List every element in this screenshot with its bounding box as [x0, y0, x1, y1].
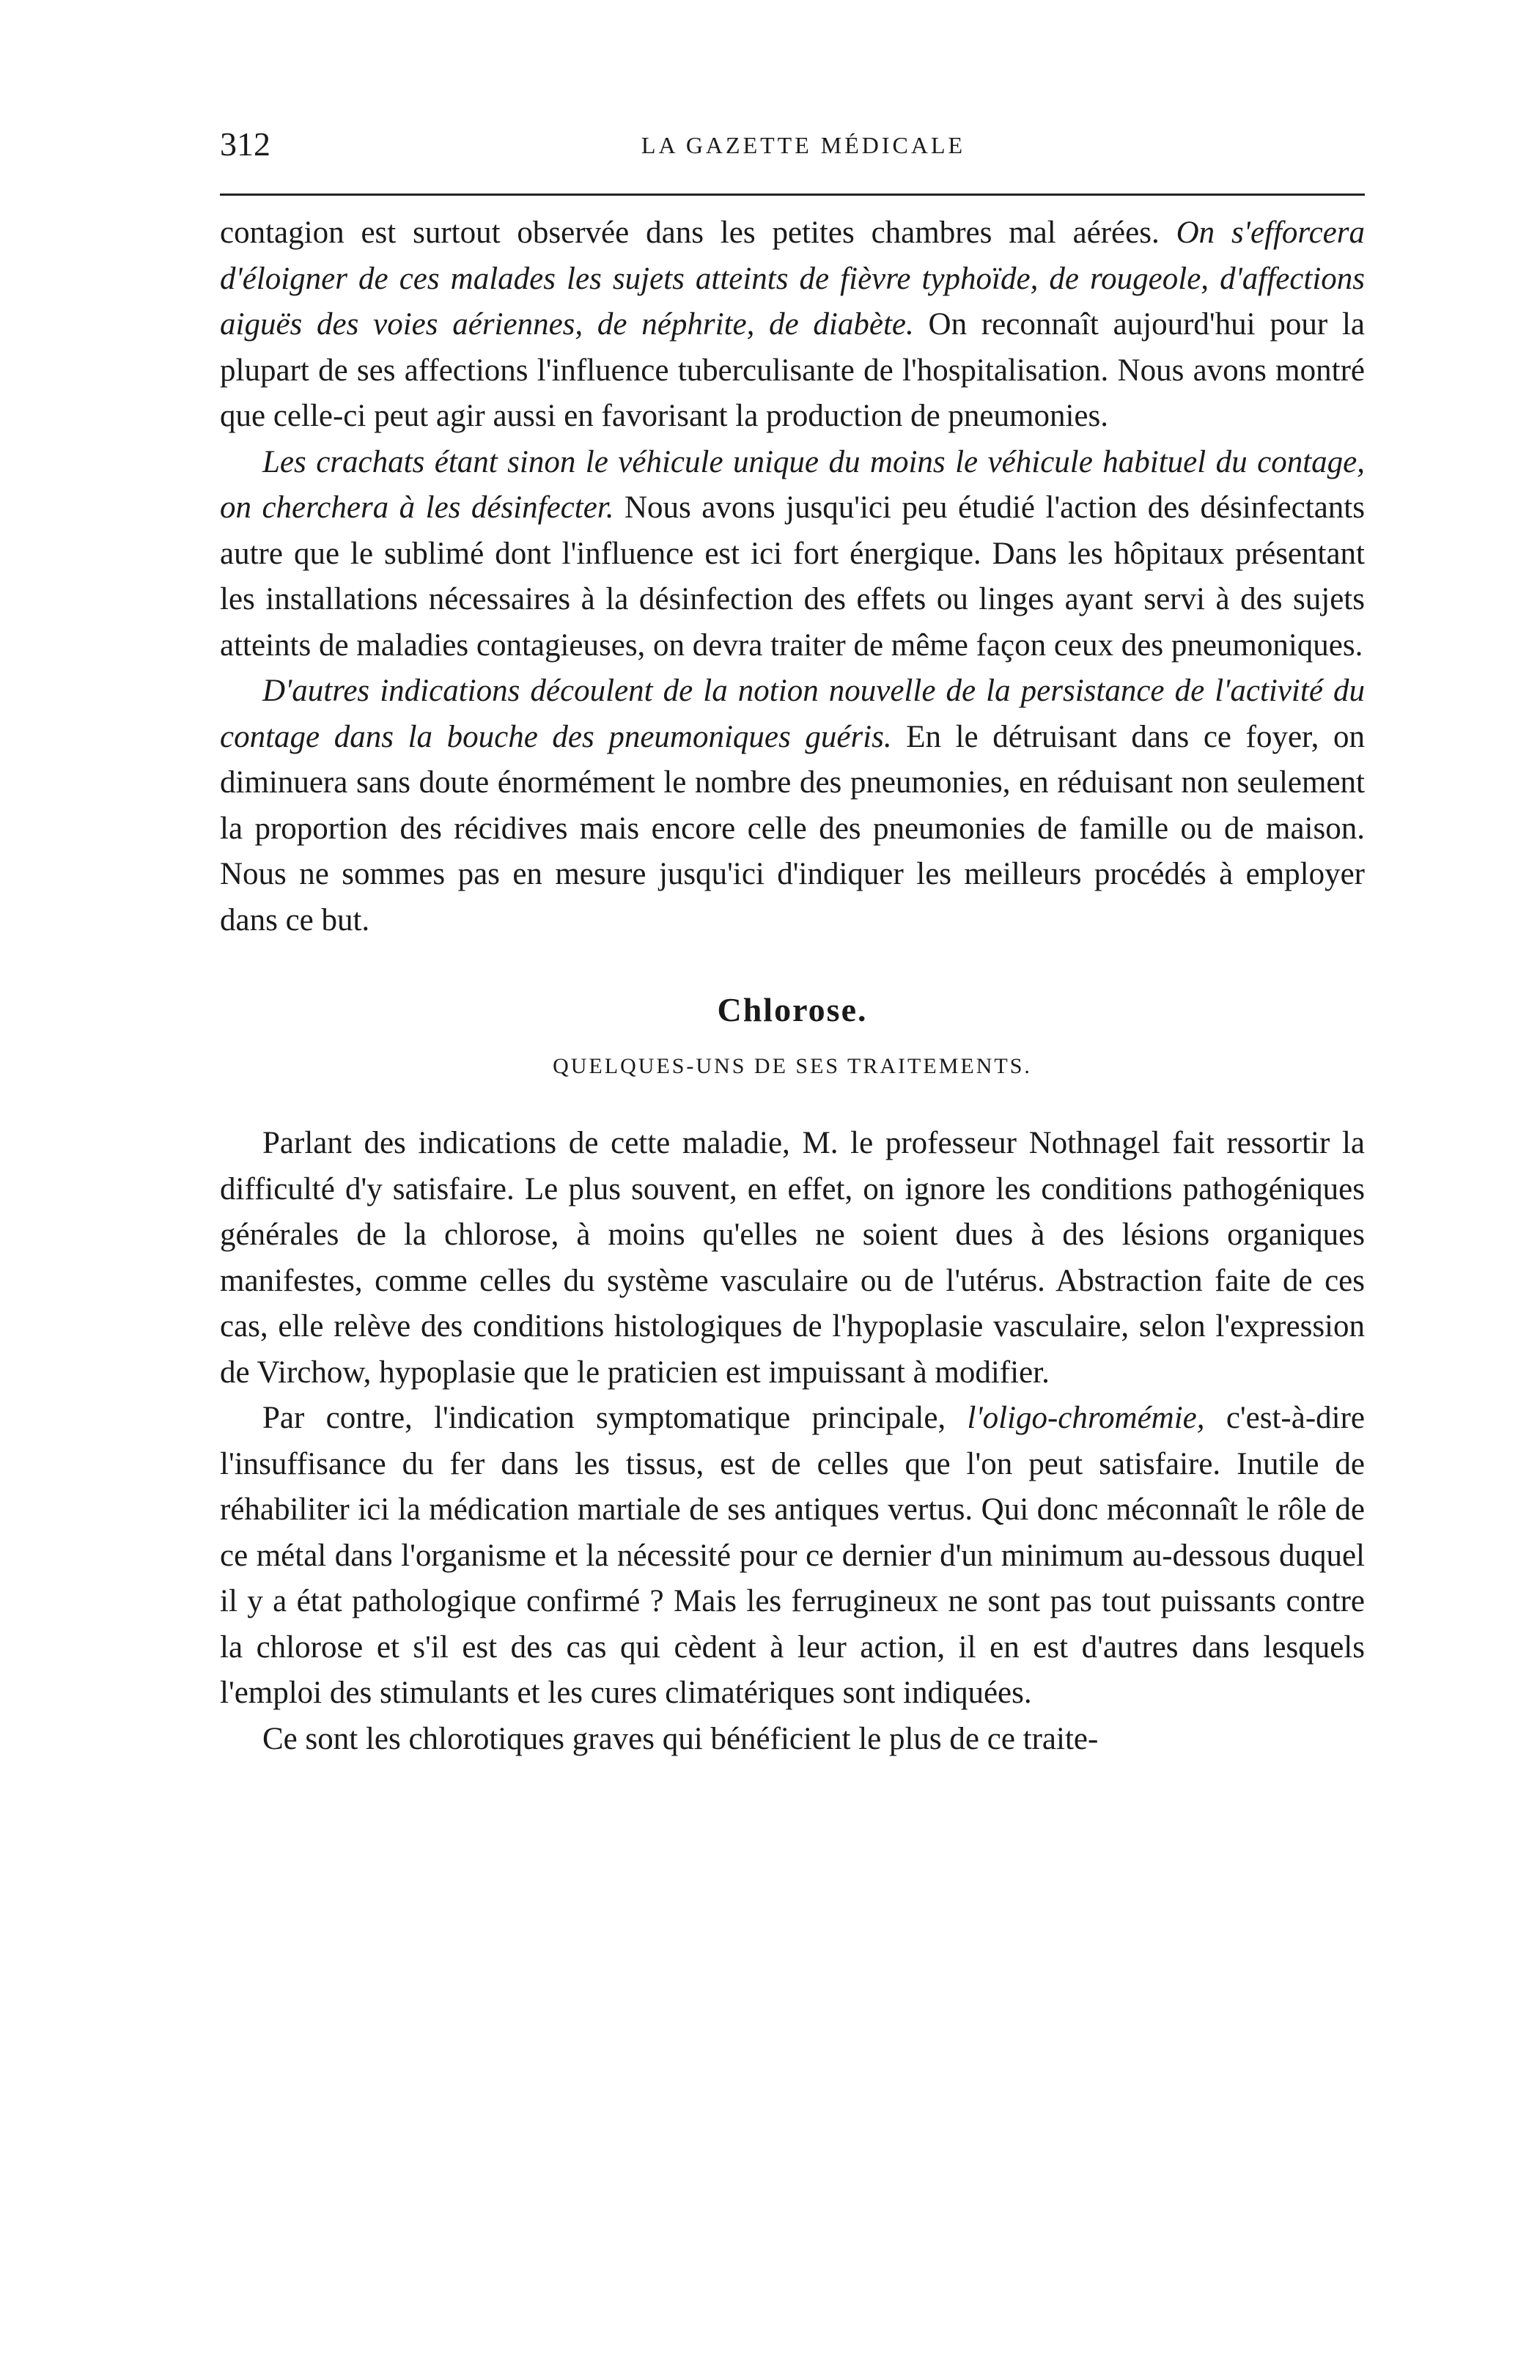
paragraph — [220, 210, 1365, 440]
text-run: Parlant des indications de cette maladie, M. le professeur Nothnagel fait ressortir la difficulté d'y satisfaire. Le plus souvent, en effet, on ignore les conditions pathogéniques générales de la chlorose, à moins qu'elles ne soient dues à des lésions organiques manifestes, comme celles du système vasculaire ou de l'utérus. Abstraction faite de ces cas, elle relève des conditions histologiques de l'hypoplasie vasculaire, selon l'expression de Virchow, hypoplasie que le praticien est impuissant à modifier. — [220, 1126, 1365, 1390]
text-run: En le détruisant dans ce foyer, on diminuera sans doute énormément le nombre des pneumonies, en réduisant non seulement la proportion des récidives mais encore celle des pneumonies de famille ou de maison. Nous ne sommes pas en mesure jusqu'ici d'indiquer les meilleurs procédés à employer dans ce but. — [220, 719, 1365, 937]
paragraph — [220, 1717, 1365, 1763]
page-number: 312 — [220, 125, 270, 163]
paragraph — [220, 668, 1365, 943]
text-run: c'est-à-dire l'insuffisance du fer dans les tissus, est de celles que l'on peut satisfaire. Inutile de réhabiliter ici la médication martiale de ses antiques vertus. Qui donc méconnaît le rôle de ce métal dans l'organisme et la nécessité pour ce dernier d'un minimum au-dessous duquel il y a état pathologique confirmé ? Mais les ferrugineux ne sont pas tout puissants contre la chlorose et s'il est des cas qui cèdent à leur action, il en est d'autres dans lesquels l'emploi des stimulants et les cures climatériques sont indiquées. — [220, 1401, 1365, 1710]
italic-text-run: l'oligo-chromémie, — [967, 1401, 1205, 1435]
paragraph — [220, 1121, 1365, 1396]
italic-text-run: Les crachats étant sinon le véhicule unique du moins le véhicule habituel du contage, on cherchera à les désinfecter. — [220, 444, 1365, 525]
body-text-before — [220, 210, 1365, 943]
text-run: contagion est surtout observée dans les petites chambres mal aérées. — [220, 215, 1176, 250]
running-title: LA GAZETTE MÉDICALE — [641, 132, 966, 158]
section-title: Chlorose. — [717, 991, 868, 1028]
text-run: Nous avons jusqu'ici peu étudié l'action des désinfectants autre que le sublimé dont l'influence est ici fort énergique. Dans les hôpitaux présentant les installations nécessaires à la désinfection des effets ou linges ayant servi à des sujets atteints de maladies contagieuses, on devra traiter de même façon ceux des pneumoniques. — [220, 490, 1365, 663]
header-rule — [220, 194, 1365, 196]
journal-page — [220, 110, 1365, 1762]
text-run: On reconnaît aujourd'hui pour la plupart de ses affections l'influence tuberculisante de l'hospitalisation. Nous avons montré que celle-ci peut agir aussi en favorisant la production de pneumonies. — [220, 307, 1365, 433]
running-head — [220, 110, 1365, 169]
paragraph — [220, 440, 1365, 669]
paragraph — [220, 1396, 1365, 1717]
italic-text-run: D'autres indications découlent de la notion nouvelle de la persistance de l'activité du contage dans la bouche des pneumoniques guéris. — [220, 674, 1365, 754]
text-run: Par contre, l'indication symptomatique principale, — [262, 1401, 968, 1435]
italic-text-run: On s'efforcera d'éloigner de ces malades les sujets atteints de fièvre typhoïde, de rougeole, d'affections aiguës des voies aériennes, de néphrite, de diabète. — [220, 215, 1365, 342]
body-text-after — [220, 1121, 1365, 1762]
text-run: Ce sont les chlorotiques graves qui bénéficient le plus de ce traite- — [262, 1721, 1099, 1756]
section-subtitle: QUELQUES-UNS DE SES TRAITEMENTS. — [553, 1054, 1032, 1078]
